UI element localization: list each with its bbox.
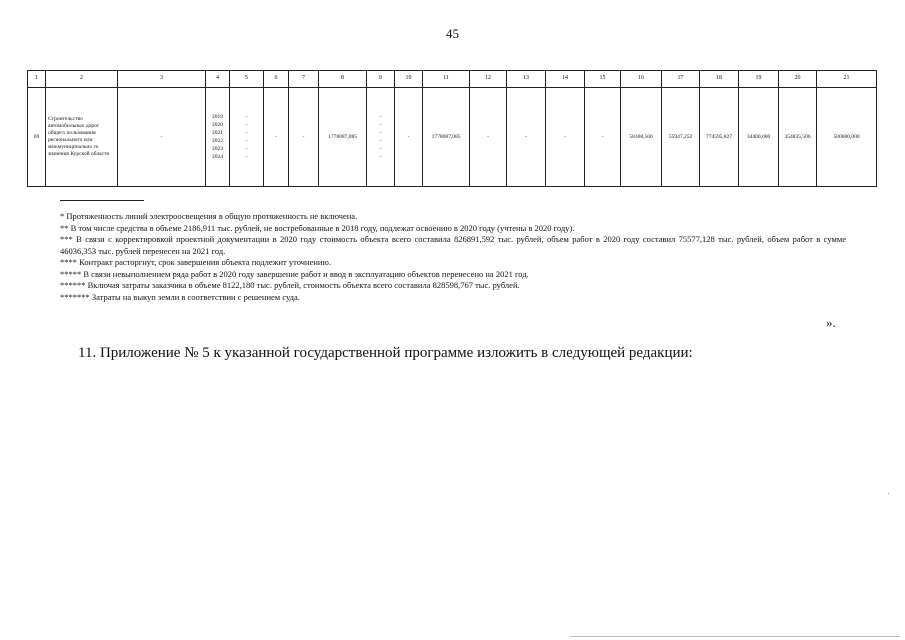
dash-value: -	[379, 154, 382, 160]
amendment-paragraph: 11. Приложение № 5 к указанной государственной программе изложить в следующей редакции:	[78, 345, 693, 361]
dash-value: -	[379, 122, 382, 128]
column-header: 15	[585, 71, 621, 88]
footnote: * Протяженность линий электроосвещения в общую протяженность не включена.	[60, 211, 358, 221]
column-header: 12	[470, 71, 507, 88]
year-value: 2022	[212, 138, 223, 144]
dash-value: -	[245, 130, 248, 136]
dash-value: -	[245, 122, 248, 128]
column-header: 2	[46, 71, 118, 88]
column-header: 1	[28, 71, 46, 88]
cell-col9	[367, 88, 395, 187]
scan-artifact	[888, 493, 889, 494]
dash-value: -	[379, 114, 382, 120]
table-row	[28, 88, 877, 187]
footnote: ******* Затраты на выкуп земли в соответствии с решением суда.	[60, 291, 300, 302]
dash-value: -	[245, 146, 248, 152]
dash-value: -	[245, 114, 248, 120]
column-header: 4	[206, 71, 230, 88]
cell-col16: 58308,500	[621, 88, 662, 187]
cell-col6: -	[264, 88, 289, 187]
year-value: 2019	[212, 114, 223, 120]
dash-value: -	[379, 138, 382, 144]
footnote: ** В том числе средства в объеме 2186,911 тыс. рублей, не востребованные в 2018 году, подлежат освоению в 2020 году (учтены в 2020 году).	[60, 222, 575, 233]
cell-col3: -	[118, 88, 206, 187]
cell-col21: 500000,000	[817, 88, 877, 187]
cell-col17: 55947,252	[662, 88, 700, 187]
row-number: 69	[28, 88, 46, 187]
year-value: 2024	[212, 154, 223, 160]
column-header: 6	[264, 71, 289, 88]
column-header: 16	[621, 71, 662, 88]
column-header: 19	[739, 71, 779, 88]
dash-value: -	[379, 130, 382, 136]
footnote: ***** В связи невыполнением ряда работ в 2020 году завершение работ и ввод в эксплуатацию объектов перенесено на 2021 год.	[60, 268, 529, 279]
cell-col10: -	[395, 88, 423, 187]
column-header: 18	[700, 71, 739, 88]
dash-value: -	[379, 146, 382, 152]
cell-col7: -	[289, 88, 319, 187]
footnote: *** В связи с корректировкой проектной документации в 2020 году стоимость объекта всего составила 826891,592 тыс. рублей, объем работ в 2020 году составил 75577,128 тыс. рублей, объем работ в сумме 46036,353 тыс. рублей перенесен на 2021 год.	[60, 234, 846, 256]
cell-col15: -	[585, 88, 621, 187]
scan-edge-line	[570, 636, 900, 637]
column-header: 17	[662, 71, 700, 88]
column-header: 7	[289, 71, 319, 88]
cell-col8: 1778087,085	[319, 88, 367, 187]
column-header: 10	[395, 71, 423, 88]
column-header: 14	[546, 71, 585, 88]
page-number: 45	[446, 26, 459, 41]
column-header: 21	[817, 71, 877, 88]
cell-col19: 34400,000	[739, 88, 779, 187]
cell-col13: -	[507, 88, 546, 187]
column-header: 8	[319, 71, 367, 88]
column-header: 11	[423, 71, 470, 88]
year-value: 2021	[212, 130, 223, 136]
footnote: **** Контракт расторгнут, срок завершения объекта подлежит уточнению.	[60, 257, 331, 267]
year-value: 2020	[212, 122, 223, 128]
cell-col12: -	[470, 88, 507, 187]
footnotes	[60, 211, 846, 303]
column-header: 9	[367, 71, 395, 88]
dash-value: -	[245, 138, 248, 144]
cell-col18: 774595,827	[700, 88, 739, 187]
column-header: 5	[230, 71, 264, 88]
column-header: 13	[507, 71, 546, 88]
object-name: Строительство автомобильных дорог общего пользования регионального или межмуниципально го значения Курской области	[46, 88, 118, 187]
table-header-row	[28, 71, 877, 88]
cell-col20: 354835,506	[779, 88, 817, 187]
cell-col5	[230, 88, 264, 187]
footnote: ****** Включая затраты заказчика в объеме 8122,180 тыс. рублей, стоимость объекта всего составила 828598,767 тыс. рублей.	[60, 280, 520, 290]
program-table	[27, 70, 877, 187]
closing-quote: ».	[826, 315, 836, 330]
column-header: 3	[118, 71, 206, 88]
cell-col11: 1778087,085	[423, 88, 470, 187]
dash-value: -	[245, 154, 248, 160]
footnote-divider	[60, 200, 144, 201]
column-header: 20	[779, 71, 817, 88]
years-cell	[206, 88, 230, 187]
year-value: 2023	[212, 146, 223, 152]
cell-col14: -	[546, 88, 585, 187]
